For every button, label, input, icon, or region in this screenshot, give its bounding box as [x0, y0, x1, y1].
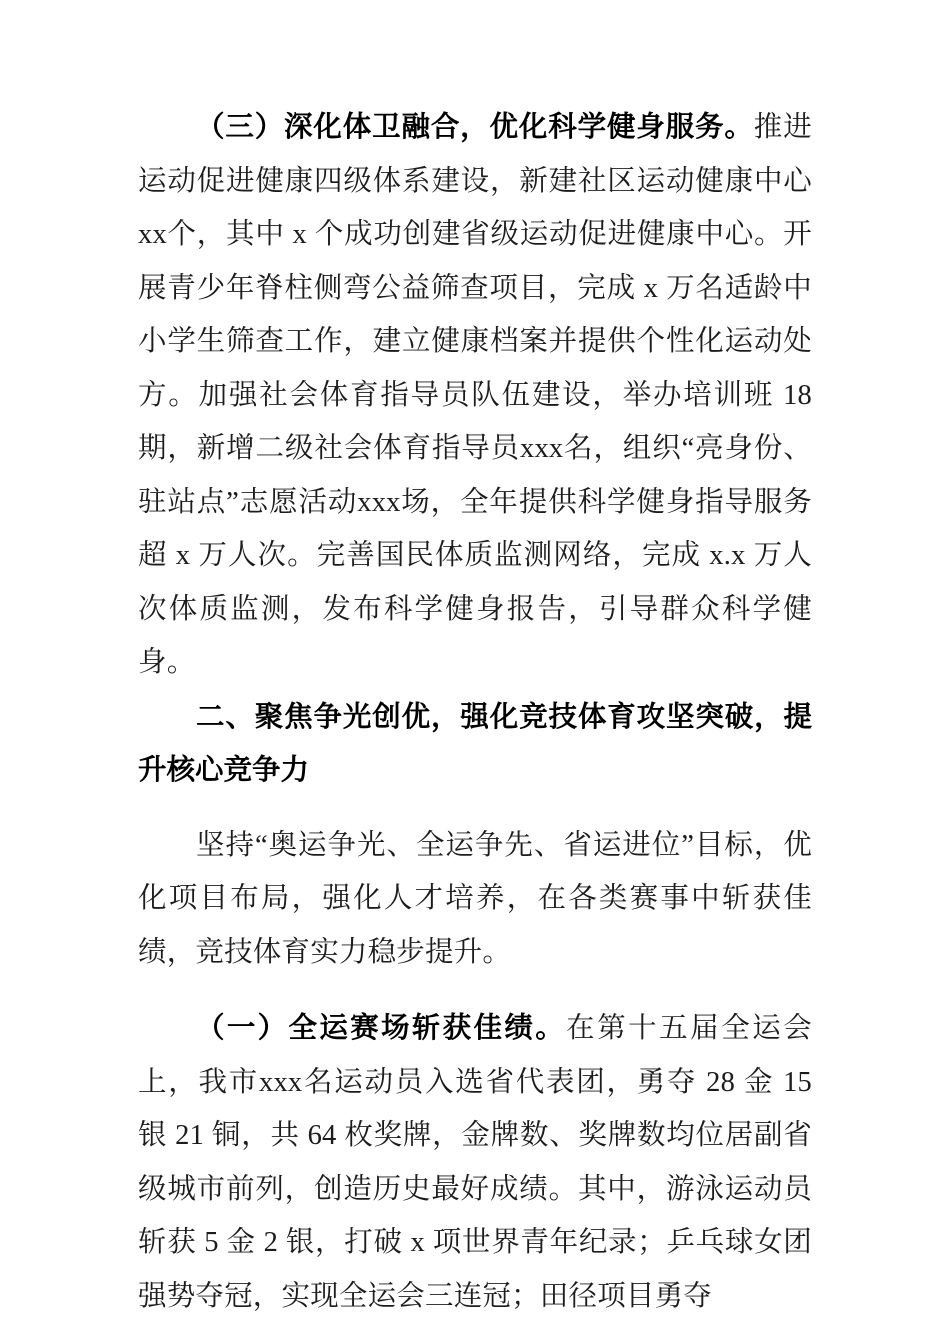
- paragraph-body-text: 推进运动促进健康四级体系建设，新建社区运动健康中心xx个，其中 x 个成功创建省级运动促进健康中心。开展青少年脊柱侧弯公益筛查项目，完成 x 万名适龄中小学生筛查工作，建立健康档案并提供个性化运动处方。加强社会体育指导员队伍建设，举办培训班 18 期，新增二级社会体育指导员xxx名，组织“亮身份、驻站点”志愿活动xxx场，全年提供科学健身指导服务超 x 万人次。完善国民体质监测网络，完成 x.x 万人次体质监测，发布科学健身报告，引导群众科学健身。: [138, 112, 812, 678]
- paragraph-lead-bold: （三）深化体卫融合，优化科学健身服务。: [196, 110, 754, 143]
- heading-section-2: 二、聚焦争光创优，强化竞技体育攻坚突破，提升核心竞争力: [138, 699, 812, 786]
- paragraph-body-text: 坚持“奥运争光、全运争先、省运进位”目标，优化项目布局，强化人才培养，在各类赛事中斩获佳绩，竞技体育实力稳步提升。: [138, 829, 812, 968]
- paragraph-lead-bold: （一）全运赛场斩获佳绩。: [196, 1011, 567, 1044]
- paragraph-body-text: 在第十五届全运会上，我市xxx名运动员入选省代表团，勇夺 28 金 15 银 21 铜，共 64 枚奖牌，金牌数、奖牌数均位居副省级城市前列，创造历史最好成绩。其中，游泳运动员斩获 5 金 2 银，打破 x 项世界青年纪录；乒乓球女团强势夺冠，实现全运会三连冠；田径项目勇夺: [138, 1013, 812, 1312]
- paragraph-section-2-1: [138, 1001, 812, 1323]
- paragraph-section-2-intro: [138, 819, 812, 980]
- paragraph-section-1-3: [138, 100, 812, 690]
- document-body: [138, 100, 812, 1323]
